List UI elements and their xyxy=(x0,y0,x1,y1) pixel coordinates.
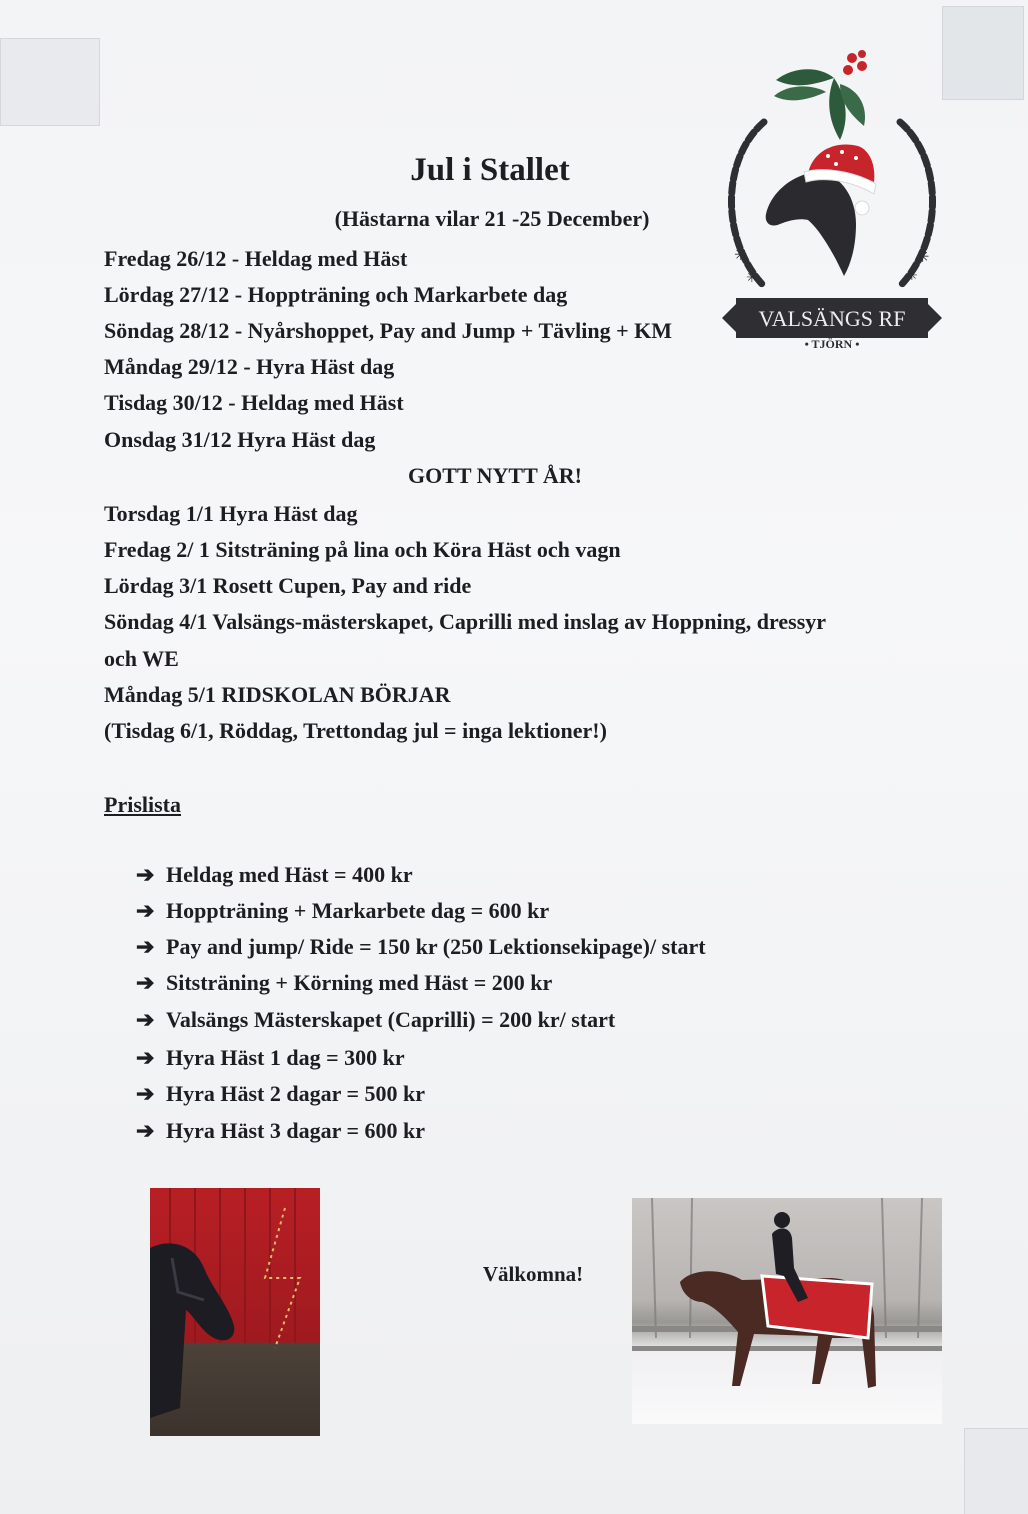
schedule-line: Lördag 3/1 Rosett Cupen, Pay and ride xyxy=(104,573,472,598)
schedule-line: Söndag 4/1 Valsängs-mästerskapet, Caprilli med inslag av Hoppning, dressyr xyxy=(104,609,827,634)
logo-banner xyxy=(722,298,942,351)
arrow-right-icon: ➔ xyxy=(136,1118,155,1143)
svg-text:✳: ✳ xyxy=(916,247,930,266)
schedule-line: och WE xyxy=(104,646,179,671)
schedule-line: Tisdag 30/12 - Heldag med Häst xyxy=(104,390,404,415)
price-item: ➔ Pay and jump/ Ride = 150 kr (250 Lektionsekipage)/ start xyxy=(136,934,706,959)
arrow-right-icon: ➔ xyxy=(136,862,155,887)
svg-text:✳: ✳ xyxy=(734,245,748,264)
tape-top-left xyxy=(0,38,100,126)
arrow-right-icon: ➔ xyxy=(136,898,155,923)
logo-name: VALSÄNGS RF xyxy=(758,306,906,331)
arrow-right-icon: ➔ xyxy=(136,1081,155,1106)
schedule-line: Onsdag 31/12 Hyra Häst dag xyxy=(104,427,376,452)
price-item: ➔ Valsängs Mästerskapet (Caprilli) = 200 kr/ start xyxy=(136,1007,616,1032)
tape-top-right xyxy=(942,6,1024,100)
horse-head-icon xyxy=(766,144,876,276)
page-subtitle: (Hästarna vilar 21 -25 December) xyxy=(334,206,650,231)
price-item: ➔ Hoppträning + Markarbete dag = 600 kr xyxy=(136,898,550,923)
new-year-greeting: GOTT NYTT ÅR! xyxy=(407,463,582,488)
photo-rider-snow xyxy=(632,1198,942,1424)
schedule-line: Måndag 5/1 RIDSKOLAN BÖRJAR xyxy=(104,682,451,707)
welcome-text: Välkomna! xyxy=(482,1262,584,1286)
schedule-line: Fredag 26/12 - Heldag med Häst xyxy=(104,246,408,271)
photo-horse-red-barn xyxy=(150,1188,320,1436)
svg-text:✳: ✳ xyxy=(746,270,758,286)
schedule-line: Torsdag 1/1 Hyra Häst dag xyxy=(104,501,358,526)
schedule-line: Måndag 29/12 - Hyra Häst dag xyxy=(104,354,395,379)
schedule-line: Fredag 2/ 1 Sitsträning på lina och Köra Häst och vagn xyxy=(104,537,621,562)
price-item: ➔ Hyra Häst 2 dagar = 500 kr xyxy=(136,1081,426,1106)
schedule-line: Söndag 28/12 - Nyårshoppet, Pay and Jump + Tävling + KM xyxy=(104,318,673,343)
price-item: ➔ Sitsträning + Körning med Häst = 200 kr xyxy=(136,970,553,995)
svg-text:✳: ✳ xyxy=(906,268,918,284)
arrow-right-icon: ➔ xyxy=(136,934,155,959)
logo-place: • TJÖRN • xyxy=(804,337,860,351)
arrow-right-icon: ➔ xyxy=(136,1007,155,1032)
schedule-line: Lördag 27/12 - Hoppträning och Markarbete dag xyxy=(104,282,568,307)
price-item: ➔ Hyra Häst 1 dag = 300 kr xyxy=(136,1045,405,1070)
arrow-right-icon: ➔ xyxy=(136,970,155,995)
page-title: Jul i Stallet xyxy=(410,152,570,188)
tape-bottom-right xyxy=(964,1428,1028,1514)
valsangs-rf-logo xyxy=(716,48,948,360)
price-item: ➔ Hyra Häst 3 dagar = 600 kr xyxy=(136,1118,426,1143)
price-item: ➔ Heldag med Häst = 400 kr xyxy=(136,862,413,887)
holly-icon xyxy=(774,50,867,140)
price-list-heading: Prislista xyxy=(104,792,181,817)
schedule-note: (Tisdag 6/1, Röddag, Trettondag jul = inga lektioner!) xyxy=(104,718,607,743)
arrow-right-icon: ➔ xyxy=(136,1045,155,1070)
